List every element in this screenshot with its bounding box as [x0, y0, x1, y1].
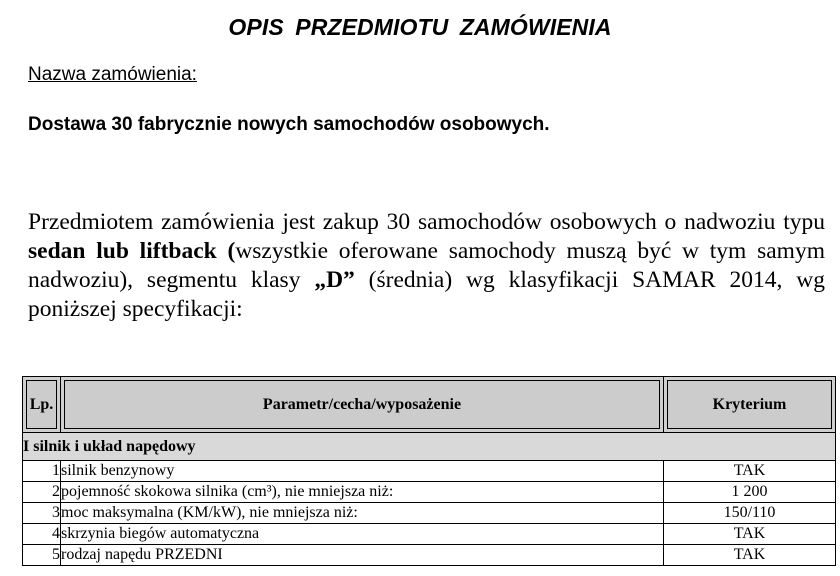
row-lp: 3: [23, 503, 61, 524]
table-row: [23, 461, 836, 482]
row-lp: 2: [23, 482, 61, 503]
row-criterion: TAK: [664, 524, 836, 545]
paragraph-bold-class: „D”: [314, 267, 355, 293]
row-criterion: 150/110: [664, 503, 836, 524]
paragraph-text-3: (średnia) wg klasyfikacji SAMAR 2014, wg poniższej specyfikacji:: [28, 267, 825, 322]
row-parameter: skrzynia biegów automatyczna: [61, 524, 664, 545]
row-parameter: moc maksymalna (KM/kW), nie mniejsza niż:: [61, 503, 664, 524]
row-lp: 4: [23, 524, 61, 545]
table-row: [23, 545, 836, 566]
row-lp: 5: [23, 545, 61, 566]
row-lp: 1: [23, 461, 61, 482]
row-criterion: 1 200: [664, 482, 836, 503]
section-title: I silnik i układ napędowy: [23, 433, 836, 461]
header-parameter: Parametr/cecha/wyposażenie: [61, 377, 664, 433]
order-name-value: Dostawa 30 fabrycznie nowych samochodów osobowych.: [28, 114, 550, 135]
table-row: [23, 524, 836, 545]
section-row: [23, 433, 836, 461]
table-row: [23, 503, 836, 524]
table-row: [23, 482, 836, 503]
specification-table: [22, 376, 836, 566]
paragraph-bold-body-type: sedan lub liftback (: [28, 238, 236, 264]
table-header-row: [23, 377, 836, 433]
header-lp: Lp.: [23, 377, 61, 433]
paragraph-text-2: wszystkie oferowane samochody muszą być w tym samym nadwoziu), segmentu klasy: [28, 238, 825, 293]
header-criterion: Kryterium: [664, 377, 836, 433]
order-name-label: Nazwa zamówienia:: [28, 64, 197, 85]
row-parameter: silnik benzynowy: [61, 461, 664, 482]
description-paragraph: [28, 208, 825, 324]
row-criterion: TAK: [664, 461, 836, 482]
document-title: OPIS PRZEDMIOTU ZAMÓWIENIA: [228, 14, 612, 40]
row-parameter: rodzaj napędu PRZEDNI: [61, 545, 664, 566]
row-criterion: TAK: [664, 545, 836, 566]
row-parameter: pojemność skokowa silnika (cm³), nie mniejsza niż:: [61, 482, 664, 503]
paragraph-text-1: Przedmiotem zamówienia jest zakup 30 samochodów osobowych o nadwoziu typu: [28, 209, 825, 235]
